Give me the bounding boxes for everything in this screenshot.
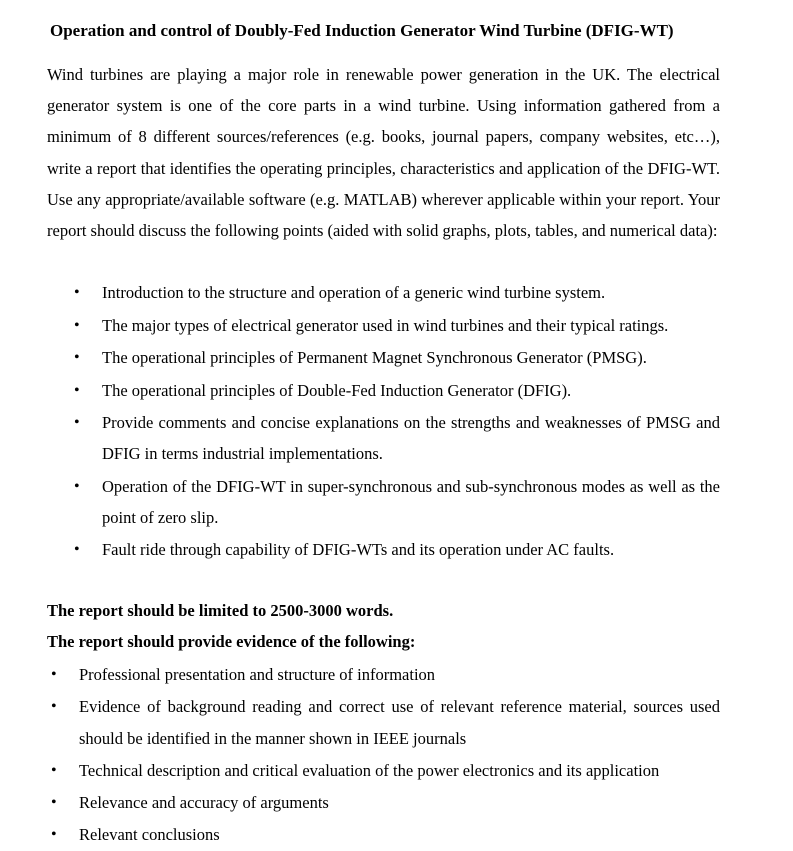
list-item: [70, 277, 720, 308]
list-item-text: The major types of electrical generator used in wind turbines and their typical ratings.: [102, 315, 669, 335]
bullet-icon: •: [74, 414, 80, 431]
list-item-text: The operational principles of Permanent Magnet Synchronous Generator (PMSG).: [102, 348, 647, 367]
bullet-icon: •: [74, 284, 80, 301]
list-item-text: Operation of the DFIG-WT in super-synchronous and sub-synchronous modes as well as the point of zero slip.: [102, 476, 720, 527]
bullet-icon: •: [74, 381, 80, 399]
list-item-text: Technical description and critical evaluation of the power electronics and its application: [79, 761, 660, 780]
list-item-text: The operational principles of Double-Fed Induction Generator (DFIG).: [102, 380, 572, 400]
discussion-points-list: [70, 277, 720, 567]
list-item: [47, 787, 720, 819]
list-item-text: Introduction to the structure and operation of a generic wind turbine system.: [102, 283, 606, 302]
bullet-icon: •: [74, 316, 80, 334]
list-item: [70, 310, 720, 341]
bullet-icon: •: [74, 541, 80, 558]
list-item-text: Relevant conclusions: [79, 825, 220, 844]
list-item-text: Fault ride through capability of DFIG-WTs and its operation under AC faults.: [102, 540, 615, 559]
bullet-icon: •: [74, 349, 80, 366]
list-item: [47, 691, 720, 755]
bullet-icon: •: [51, 826, 57, 843]
list-item: [70, 534, 720, 565]
evidence-heading: The report should provide evidence of the following:: [47, 632, 416, 651]
bullet-icon: •: [51, 666, 57, 683]
list-item: [47, 819, 720, 851]
evidence-points-list: [47, 659, 720, 851]
list-item-text: Professional presentation and structure of information: [79, 665, 436, 684]
document-title: Operation and control of Doubly-Fed Induction Generator Wind Turbine (DFIG-WT): [50, 21, 674, 40]
list-item: [47, 755, 720, 787]
bullet-icon: •: [74, 477, 80, 495]
list-item: [70, 375, 720, 406]
list-item-text: Evidence of background reading and correct use of relevant reference material, sources used should be identified in the manner shown in IEEE journals: [79, 697, 720, 748]
list-item: [47, 659, 720, 691]
intro-paragraph: Wind turbines are playing a major role in renewable power generation in the UK. The electrical generator system is one of the core parts in a wind turbine. Using information gathered from a minimum of 8 different sources/references (e.g. books, journal papers, company websites, etc…), write a report that identifies the operating principles, characteristics and application of the DFIG-WT. Use any appropriate/available software (e.g. MATLAB) wherever applicable within your report. Your report should discuss the following points (aided with solid graphs, plots, tables, and numerical data):: [47, 65, 720, 241]
bullet-icon: •: [51, 698, 57, 715]
list-item: [70, 342, 720, 373]
list-item-text: Provide comments and concise explanations on the strengths and weaknesses of PMSG and DFIG in terms industrial implementations.: [102, 413, 720, 463]
list-item: [70, 471, 720, 533]
word-limit-heading: The report should be limited to 2500-3000 words.: [47, 601, 394, 620]
list-item-text: Relevance and accuracy of arguments: [79, 793, 329, 812]
bullet-icon: •: [51, 794, 57, 811]
list-item: [70, 407, 720, 469]
bullet-icon: •: [51, 762, 57, 779]
